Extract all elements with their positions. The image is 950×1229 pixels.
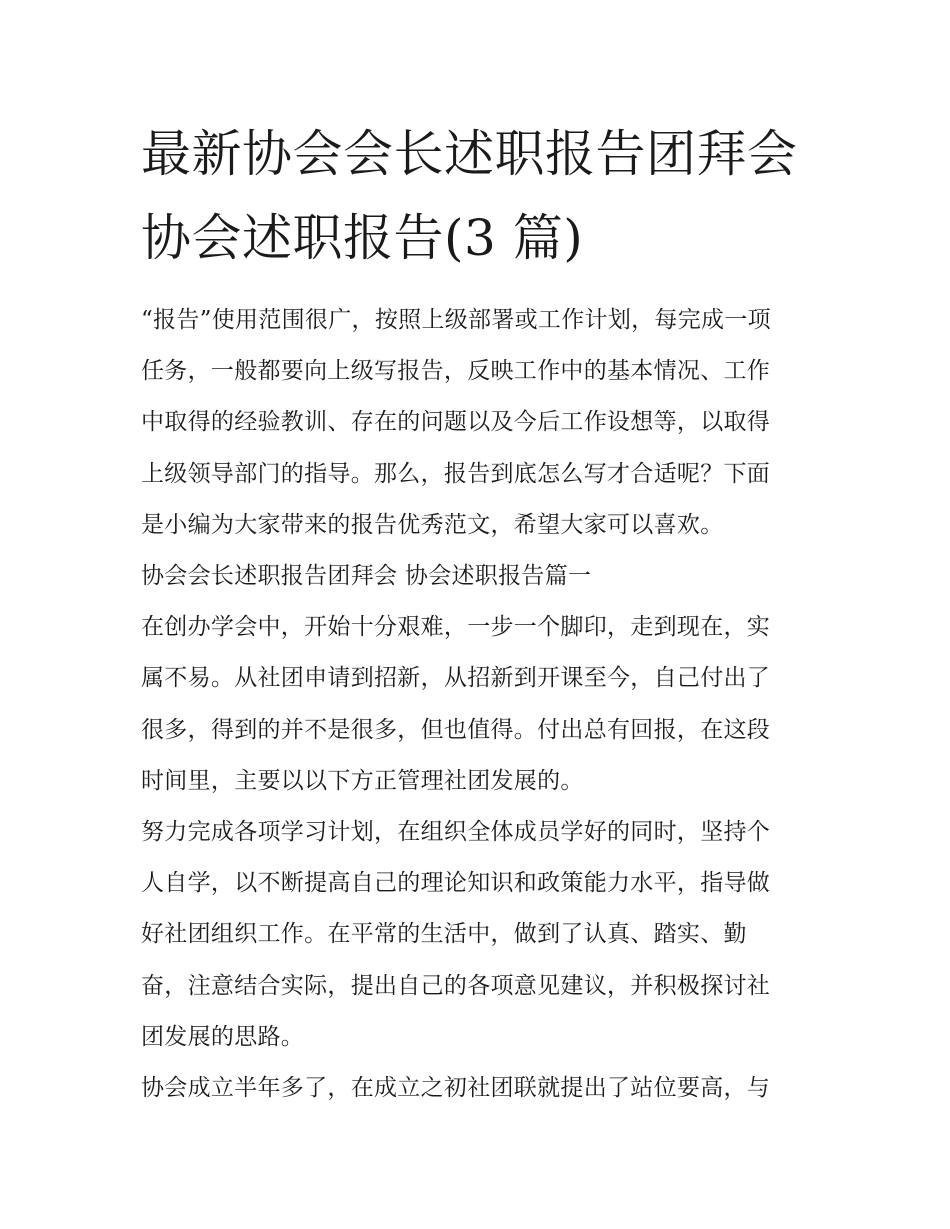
body-line-2: 任务，一般都要向上级写报告，反映工作中的基本情况、工作 [141,358,771,385]
body-line-16: 协会成立半年多了，在成立之初社团联就提出了站位要高，与 [141,1075,771,1102]
body-line-8: 属不易。从社团申请到招新，从招新到开课至今，自己付出了 [141,665,771,692]
title-spacer [141,280,821,295]
body-line-3: 中取得的经验教训、存在的问题以及今后工作设想等，以取得 [141,409,771,436]
document-content [141,112,821,1114]
document-title-line-1: 最新协会会长述职报告团拜会 [141,125,798,183]
body-line-1: “报告”使用范围很广，按照上级部署或工作计划，每完成一项 [141,307,771,333]
body-line-13: 好社团组织工作。在平常的生活中，做到了认真、踏实、勤 [141,921,747,948]
document-title-line-2: 协会述职报告(3 篇) [141,209,584,267]
body-line-10: 时间里，主要以以下方正管理社团发展的。 [141,767,584,794]
body-line-7: 在创办学会中，开始十分艰难，一步一个脚印，走到现在，实 [141,614,771,641]
body-line-14: 奋，注意结合实际，提出自己的各项意见建议，并积极探讨社 [141,972,771,999]
section-heading: 协会会长述职报告团拜会 协会述职报告篇一 [141,563,592,590]
body-line-5: 是小编为大家带来的报告优秀范文，希望大家可以喜欢。 [141,511,724,538]
body-line-15: 团发展的思路。 [141,1023,305,1050]
body-line-4: 上级领导部门的指导。那么，报告到底怎么写才合适呢？下面 [141,460,771,487]
body-line-9: 很多，得到的并不是很多，但也值得。付出总有回报，在这段 [141,716,771,743]
body-line-11: 努力完成各项学习计划，在组织全体成员学好的同时，坚持个 [141,819,771,846]
body-line-12: 人自学，以不断提高自己的理论知识和政策能力水平，指导做 [141,870,771,897]
